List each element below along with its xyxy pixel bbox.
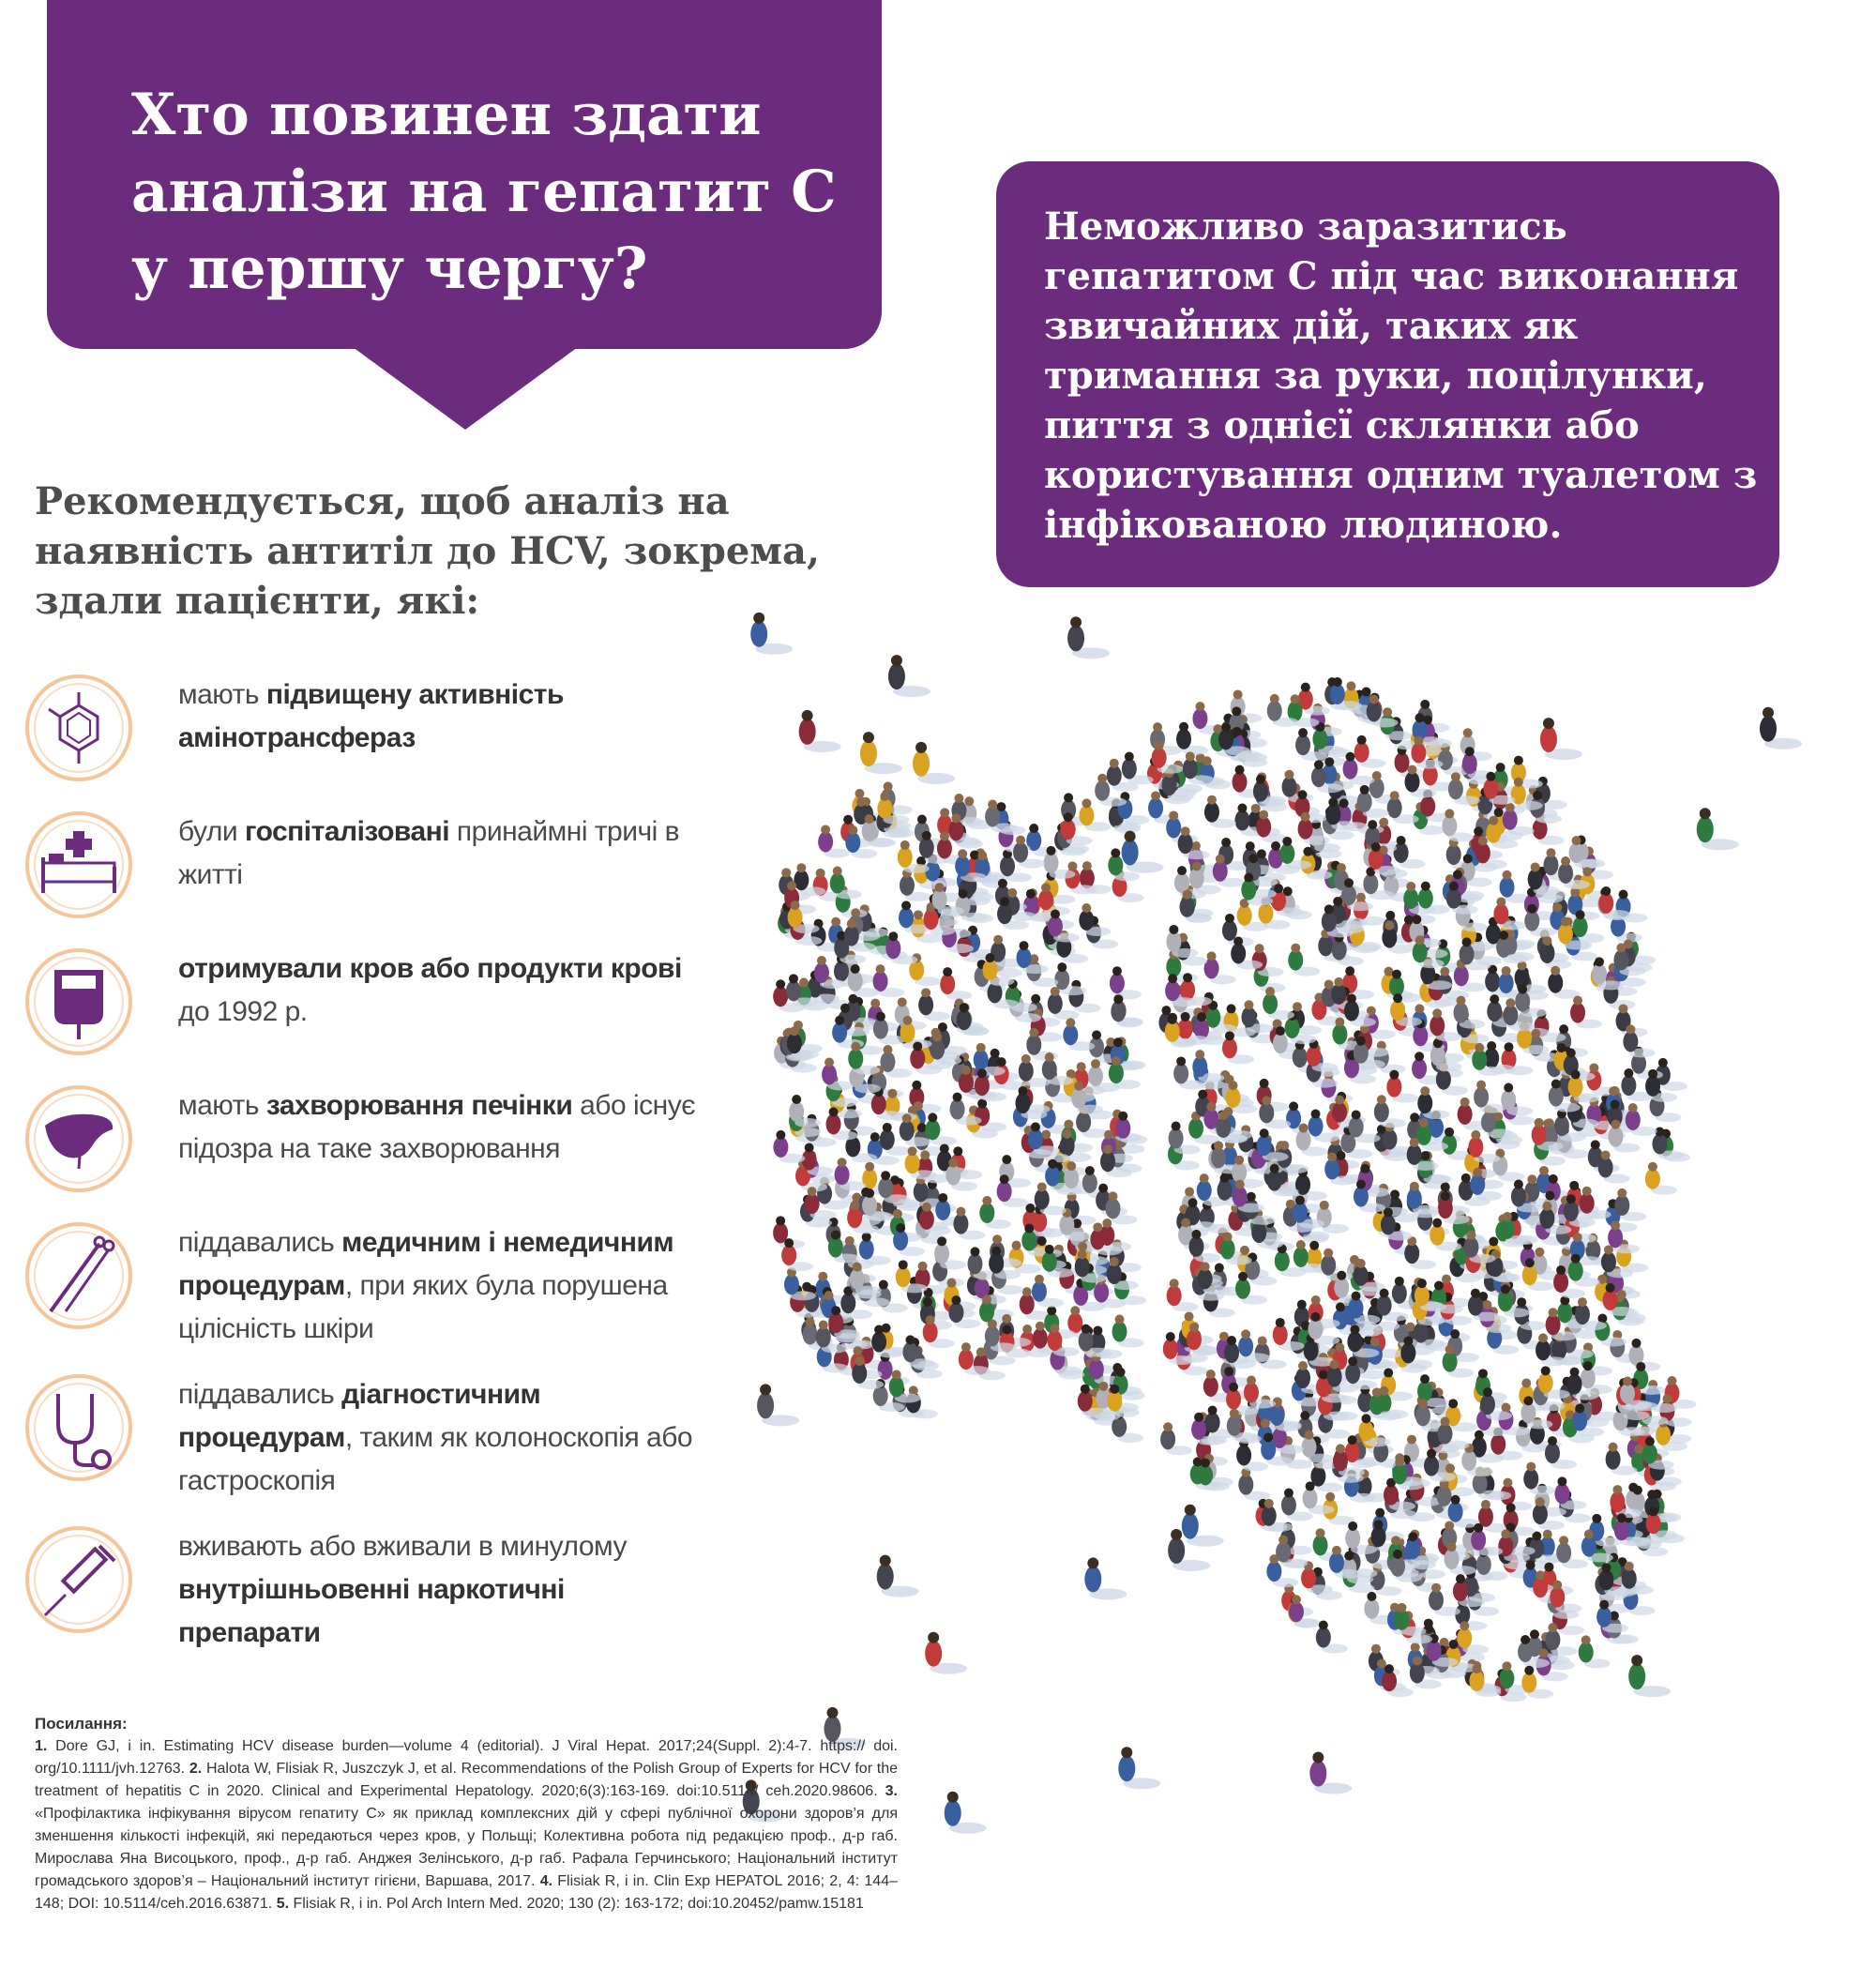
page-title: Хто повинен здати аналізи на гепатит С у першу чергу? [131, 82, 837, 302]
walking-person [1182, 1505, 1224, 1547]
criterion-bold-part: підвищену активність амінотрансфераз [178, 679, 564, 753]
walking-person [877, 1555, 919, 1597]
walking-person [757, 1384, 799, 1426]
criterion-bold-part: внутрішньовенні наркотичні препарати [178, 1574, 565, 1648]
crowd-liver-illustration [638, 600, 1876, 1857]
crowd-person [1112, 1315, 1144, 1348]
criterion-part: мають [178, 679, 266, 710]
crowd-person [1492, 1149, 1524, 1182]
criterion-bold-part: медичним і немедичним процедурам [178, 1227, 674, 1301]
liver-icon [24, 1084, 133, 1193]
criterion-text [178, 947, 704, 1034]
crowd-person [1321, 1249, 1353, 1281]
stethoscope-icon [24, 1373, 133, 1482]
crowd-person [1374, 1041, 1406, 1074]
walking-person [925, 1632, 967, 1674]
criterion-part: мають [178, 1090, 266, 1121]
reference-text: Halota W, Flisiak R, Juszczyk J, et al. Recommendations of the Polish Group of Experts for HCV for the treatment of hepatitis C in 2020. Clinical and Experimental Hepatology. 2020;6(3):163-169. doi:10.5114/ ceh.2020.98606. [35, 1761, 899, 1799]
crowd-person [784, 1267, 816, 1300]
crowd-person [1204, 795, 1236, 828]
walking-person [1118, 1747, 1160, 1789]
crowd-person [1548, 966, 1580, 999]
criterion-part: , таким як колоноскопія або гастроскопія [178, 1422, 693, 1496]
crowd-person [1294, 790, 1326, 823]
intro-text: Рекомендується, щоб аналіз на наявність антитіл до HCV, зокрема, здали пацієнти, які: [35, 479, 820, 623]
crowd-person [1245, 1252, 1277, 1285]
walking-person [1697, 808, 1739, 850]
crowd-person [1032, 1275, 1064, 1308]
crowd-person [1298, 683, 1330, 716]
crowd-person [1616, 1240, 1648, 1273]
crowd-person [940, 967, 972, 1000]
info-callout-text: Неможливо заразитись гепатитом С під час виконання звичайних дій, таких як тримання за руки, поцілунки, пиття з однієї склянки або користування одним туалетом з інфікованою людиною. [1044, 204, 1758, 547]
criterion-bold-part: діагностичним процедурам [178, 1379, 541, 1453]
reference-number: 3. [885, 1783, 898, 1799]
criterion-text [178, 1525, 704, 1655]
walking-person [1628, 1655, 1671, 1697]
crowd-person [1474, 1081, 1505, 1113]
reference-text: Flisiak R, і in. Pol Arch Intern Med. 2020; 130 (2): 163-172; doi:10.20452/pamw.15181 [289, 1896, 864, 1912]
criterion-part: були [178, 816, 245, 847]
crowd-person [1063, 1018, 1095, 1051]
criterion-part: принаймні тричі в житті [178, 816, 680, 890]
crowd-person [1579, 1635, 1611, 1668]
references-title: Посилання: [35, 1715, 128, 1733]
crowd-person [1581, 1361, 1612, 1394]
crowd-person [1354, 735, 1386, 768]
crowd-person [1160, 1422, 1192, 1455]
references [35, 1713, 898, 1915]
references-body [35, 1735, 898, 1915]
walking-person [1760, 707, 1802, 749]
crowd-person [1110, 966, 1142, 999]
walking-person [945, 1792, 987, 1834]
reference-text: Dore GJ, і in. Estimating HCV disease burden—volume 4 (editorial). J Viral Hepat. 2017;24(Suppl. 2):4-7. https:// doi. org/10.1111/jvh.12763. [35, 1738, 898, 1777]
hospital-bed-icon [24, 810, 133, 919]
criterion-bold-part: отримували кров або продукти крові [178, 953, 682, 984]
criterion-text [178, 1084, 704, 1171]
crowd-person [1259, 1096, 1291, 1128]
crowd-person [1382, 1664, 1414, 1697]
criterion-bold-part: госпіталізовані [244, 816, 450, 847]
criterion-part: , при яких була порушена цілісність шкіри [178, 1270, 668, 1344]
crowd-person [1111, 994, 1142, 1027]
walking-person [750, 613, 793, 655]
walking-person [1540, 718, 1582, 760]
criterion-text [178, 1373, 704, 1503]
walking-person [1067, 616, 1110, 659]
crowd-person [1394, 836, 1426, 869]
crowd-person [1288, 944, 1320, 976]
reference-text: Flisiak R, і in. Clin Exp HEPATOL 2016; 2, 4: 144–148; DOI: 10.5114/ceh.2016.63871. [35, 1873, 898, 1912]
criterion-part: до 1992 р. [178, 996, 308, 1027]
reference-number: 2. [189, 1761, 203, 1777]
crowd-person [1645, 1162, 1677, 1195]
walking-person [1122, 831, 1164, 873]
reference-number: 4. [539, 1873, 553, 1889]
crowd-person [1442, 809, 1474, 841]
walking-person [860, 732, 902, 774]
criterion-part: піддавались [178, 1379, 342, 1410]
blood-bag-icon [24, 947, 133, 1056]
down-arrow-icon [353, 347, 578, 430]
crowd-person [1316, 1621, 1348, 1654]
molecule-icon [24, 674, 133, 782]
crowd-person [1204, 951, 1236, 984]
crowd-person [1570, 996, 1602, 1029]
reference-number: 5. [276, 1896, 290, 1912]
criterion-part: або існує підозра на таке захворювання [178, 1090, 696, 1164]
crowd-person [1238, 1468, 1270, 1501]
walking-person [913, 742, 955, 784]
reference-number: 1. [35, 1738, 48, 1754]
criterion-bold-part: захворювання печінки [265, 1090, 573, 1121]
criterion-part: піддавались [178, 1227, 342, 1258]
reference-text: «Профілактика інфікування вірусом гепатиту С» як приклад комплексних дій у сфері публічної охорони здоров’я для зменшення кількості інфекцій, які передаються через кров, у Польщі; Колективна робота під редакцією проф., д-р габ. Мирослава Яна Висоцького, проф., д-р габ. Анджея Зелінського, д-р габ. Рафала Герчинського; Національний інститут громадського здоров’я – Національний інститут гігієни, Варшава, 2017. [35, 1806, 898, 1889]
walking-person [888, 655, 930, 697]
criterion-part: вживають або вживали в минулому [178, 1531, 628, 1562]
crowd-person [1068, 980, 1100, 1013]
crowd-person [1523, 1462, 1555, 1495]
crowd-person [880, 1045, 912, 1078]
walking-person [1309, 1752, 1352, 1794]
criterion-text [178, 1221, 704, 1351]
walking-person [1084, 1557, 1127, 1599]
syringe-icon [24, 1525, 133, 1634]
crowd-person [1317, 1201, 1349, 1234]
walking-person [799, 710, 841, 752]
crowd-person [1256, 810, 1288, 843]
crowd-person [844, 1103, 876, 1136]
surgical-tools-icon [24, 1221, 133, 1330]
criterion-text [178, 674, 704, 760]
criterion-text [178, 810, 704, 897]
